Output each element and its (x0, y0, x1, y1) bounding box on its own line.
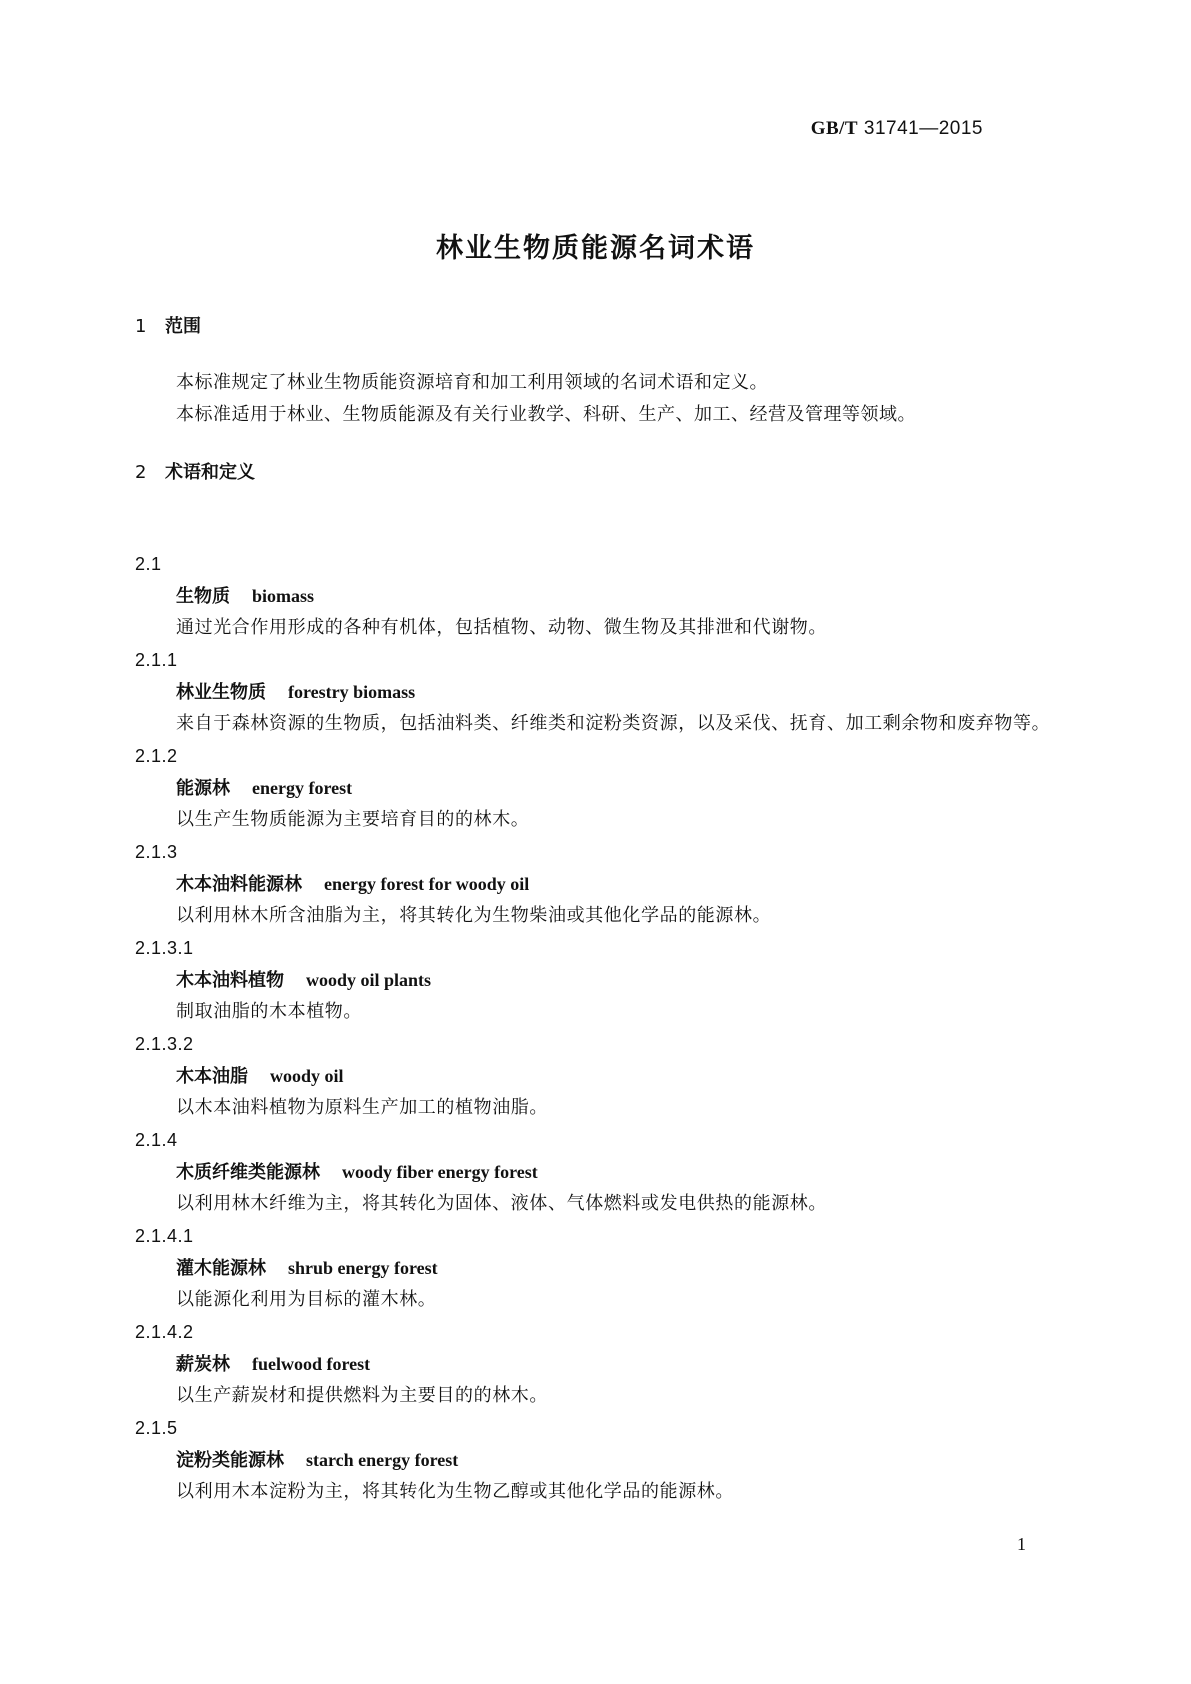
term-number: 2.1.2 (135, 746, 178, 766)
term-definition: 以利用林木所含油脂为主，将其转化为生物柴油或其他化学品的能源林。 (176, 905, 772, 926)
section-heading-terms (135, 458, 255, 484)
term-name-en: shrub energy forest (288, 1258, 438, 1278)
term-name (135, 1156, 1065, 1188)
term-definition: 制取油脂的木本植物。 (176, 1001, 362, 1022)
term-entry (135, 836, 1065, 932)
section-title: 范围 (165, 316, 201, 337)
term-entry (135, 740, 1065, 836)
term-definition: 以生产生物质能源为主要培育目的的林木。 (176, 809, 530, 830)
term-definition: 以利用木本淀粉为主，将其转化为生物乙醇或其他化学品的能源林。 (176, 1481, 734, 1502)
term-name (135, 868, 1065, 900)
section-number: 1 (135, 316, 147, 337)
term-definition: 以生产薪炭材和提供燃料为主要目的的林木。 (176, 1385, 548, 1406)
term-definition: 以能源化利用为目标的灌木林。 (176, 1289, 437, 1310)
term-number: 2.1 (135, 554, 162, 574)
term-name-zh: 能源林 (176, 778, 230, 799)
term-number: 2.1.3.2 (135, 1034, 194, 1054)
term-name (135, 1444, 1065, 1476)
term-name-en: energy forest (252, 778, 353, 798)
term-number: 2.1.4.1 (135, 1226, 194, 1246)
term-definition: 来自于森林资源的生物质，包括油料类、纤维类和淀粉类资源，以及采伐、抚育、加工剩余物和废弃物等。 (176, 713, 1051, 734)
term-number: 2.1.5 (135, 1418, 178, 1438)
term-name-zh: 薪炭林 (176, 1354, 230, 1375)
term-number: 2.1.4 (135, 1130, 178, 1150)
term-name-zh: 木本油料能源林 (176, 874, 302, 895)
term-number: 2.1.3 (135, 842, 178, 862)
term-name-en: woody oil (270, 1066, 344, 1086)
term-name-zh: 林业生物质 (176, 682, 266, 703)
term-name-zh: 灌木能源林 (176, 1258, 266, 1279)
standard-code (811, 118, 983, 140)
standard-code-prefix: GB/T (810, 118, 859, 139)
term-name-en: woody oil plants (306, 970, 432, 990)
term-name-zh: 木本油脂 (176, 1066, 248, 1087)
term-name-zh: 生物质 (176, 586, 230, 607)
term-entry (135, 548, 1065, 644)
term-name (135, 580, 1065, 612)
term-definition: 以利用林木纤维为主，将其转化为固体、液体、气体燃料或发电供热的能源林。 (176, 1193, 827, 1214)
term-name-en: starch energy forest (306, 1450, 459, 1470)
scope-paragraph: 本标准规定了林业生物质能资源培育和加工利用领域的名词术语和定义。 (176, 372, 768, 393)
term-name-en: woody fiber energy forest (342, 1162, 538, 1182)
term-name (135, 964, 1065, 996)
term-definition: 通过光合作用形成的各种有机体，包括植物、动物、微生物及其排泄和代谢物。 (176, 617, 827, 638)
term-name (135, 1060, 1065, 1092)
term-name-en: energy forest for woody oil (324, 874, 530, 894)
term-name-en: fuelwood forest (252, 1354, 371, 1374)
term-name (135, 1348, 1065, 1380)
term-definition: 以木本油料植物为原料生产加工的植物油脂。 (176, 1097, 548, 1118)
term-name-zh: 木本油料植物 (176, 970, 284, 991)
term-entry (135, 1124, 1065, 1220)
term-name-zh: 淀粉类能源林 (176, 1450, 284, 1471)
term-entry (135, 932, 1065, 1028)
page-number: 1 (1017, 1534, 1026, 1554)
term-name (135, 1252, 1065, 1284)
term-entry (135, 1220, 1065, 1316)
scope-paragraph: 本标准适用于林业、生物质能源及有关行业教学、科研、生产、加工、经营及管理等领域。 (176, 404, 916, 425)
term-number: 2.1.3.1 (135, 938, 194, 958)
term-name-en: biomass (252, 586, 315, 606)
term-name-zh: 木质纤维类能源林 (176, 1162, 320, 1183)
term-name-en: forestry biomass (288, 682, 416, 702)
term-number: 2.1.1 (135, 650, 178, 670)
section-heading-scope (135, 312, 201, 338)
section-title: 术语和定义 (165, 462, 255, 483)
terms-list (135, 548, 1065, 1508)
term-name (135, 676, 1065, 708)
section-number: 2 (135, 462, 147, 483)
term-name (135, 772, 1065, 804)
document-title: 林业生物质能源名词术语 (436, 233, 755, 264)
term-entry (135, 644, 1065, 740)
term-entry (135, 1028, 1065, 1124)
term-number: 2.1.4.2 (135, 1322, 194, 1342)
term-entry (135, 1316, 1065, 1412)
term-entry (135, 1412, 1065, 1508)
standard-code-number: 31741—2015 (863, 118, 983, 139)
